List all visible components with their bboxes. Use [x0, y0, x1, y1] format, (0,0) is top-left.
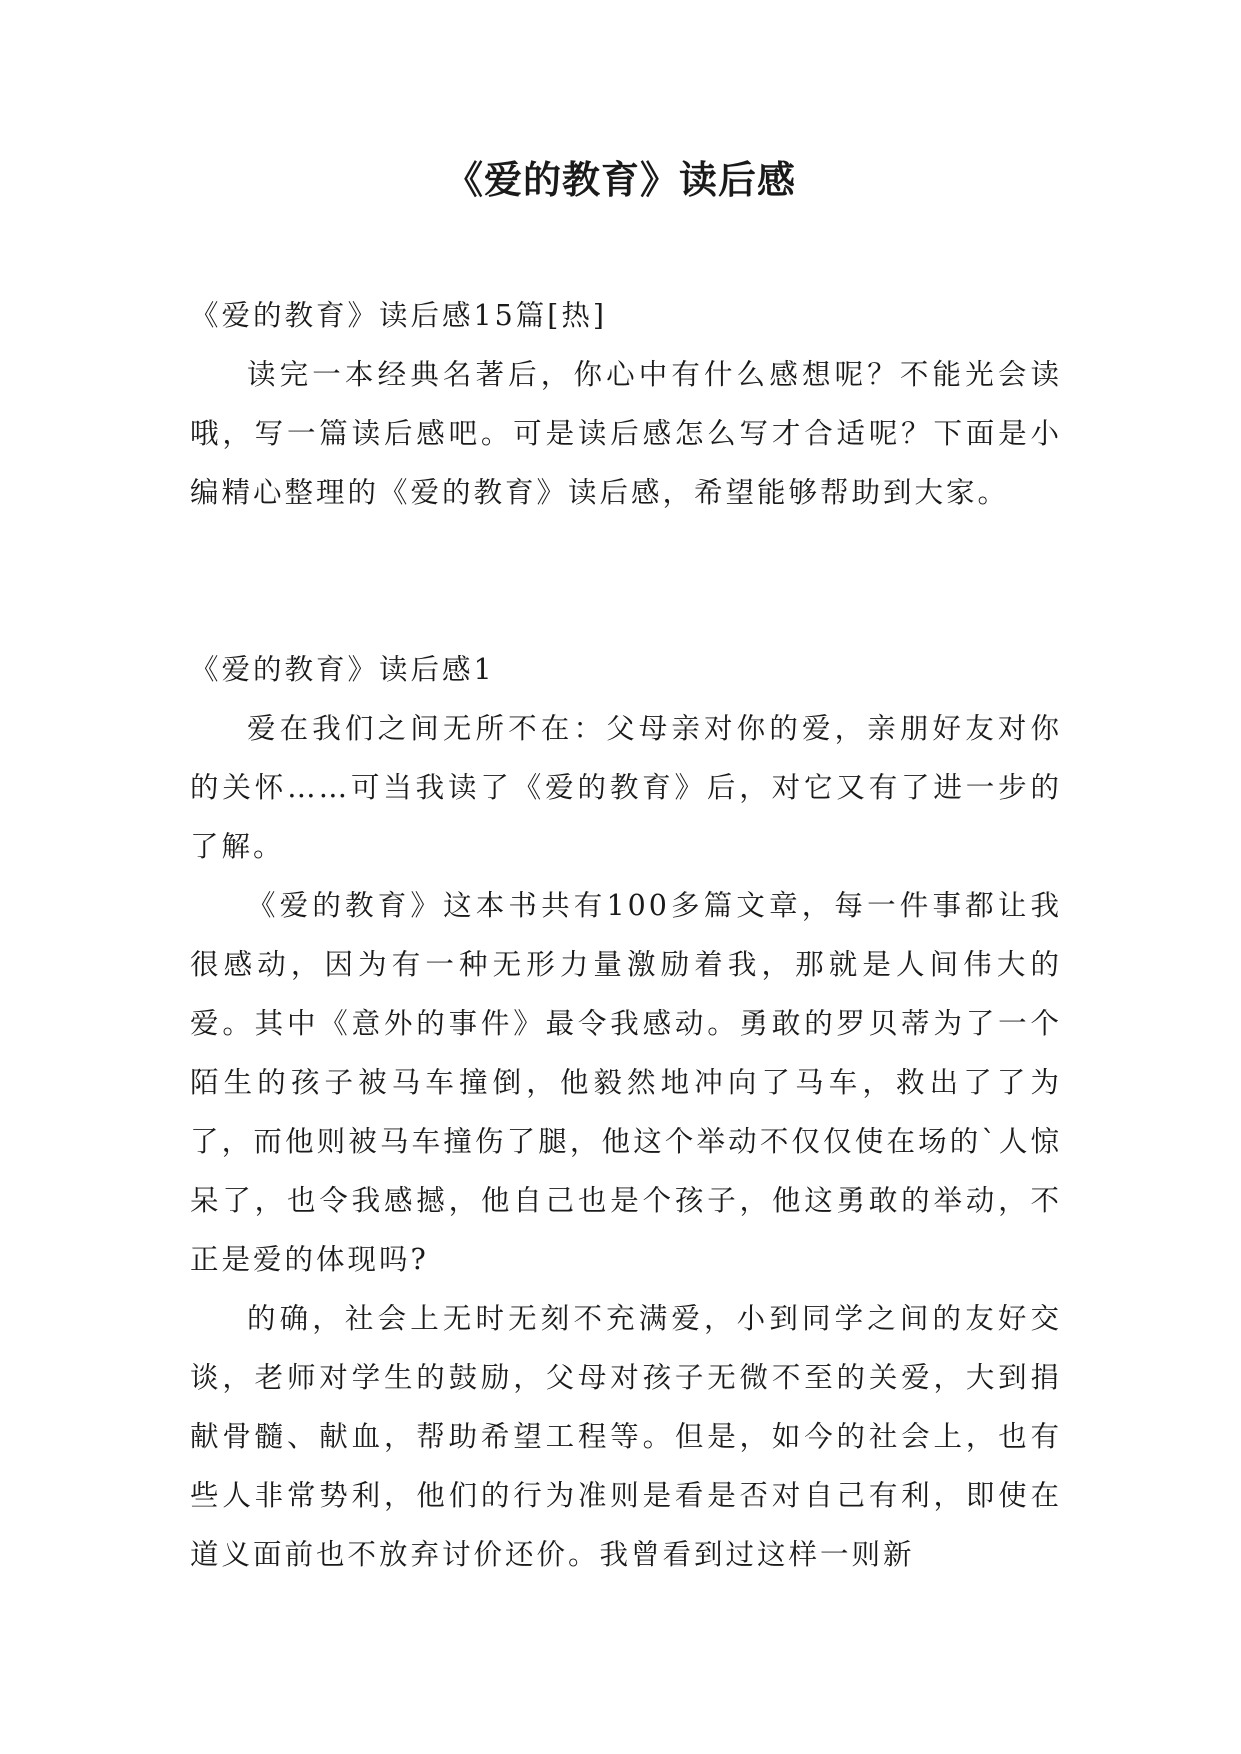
section-heading: 《爱的教育》读后感1 — [190, 653, 495, 686]
body-paragraph-2: 《爱的教育》这本书共有100多篇文章，每一件事都让我很感动，因为有一种无形力量激励着我，那就是人间伟大的爱。其中《意外的事件》最令我感动。勇敢的罗贝蒂为了一个陌生的孩子被马车撞倒，他毅然地冲向了马车，救出了了为了，而他则被马车撞伤了腿，他这个举动不仅仅使在场的`人惊呆了，也令我感撼，他自己也是个孩子，他这勇敢的举动，不正是爱的体现吗? — [190, 889, 1062, 1276]
intro-paragraph: 读完一本经典名著后，你心中有什么感想呢？不能光会读哦，写一篇读后感吧。可是读后感怎么写才合适呢？下面是小编精心整理的《爱的教育》读后感，希望能够帮助到大家。 — [190, 358, 1062, 509]
body-paragraph-1: 爱在我们之间无所不在：父母亲对你的爱，亲朋好友对你的关怀……可当我读了《爱的教育》后，对它又有了进一步的了解。 — [190, 712, 1062, 863]
document-body — [190, 286, 1062, 1584]
document-subtitle: 《爱的教育》读后感15篇[热] — [190, 299, 608, 332]
section-spacer — [190, 522, 1062, 640]
document-title: 《爱的教育》读后感 — [444, 157, 796, 202]
body-paragraph-3: 的确，社会上无时无刻不充满爱，小到同学之间的友好交谈，老师对学生的鼓励，父母对孩子无微不至的关爱，大到捐献骨髓、献血，帮助希望工程等。但是，如今的社会上，也有些人非常势利，他们的行为准则是看是否对自己有利，即使在道义面前也不放弃讨价还价。我曾看到过这样一则新 — [190, 1302, 1062, 1571]
